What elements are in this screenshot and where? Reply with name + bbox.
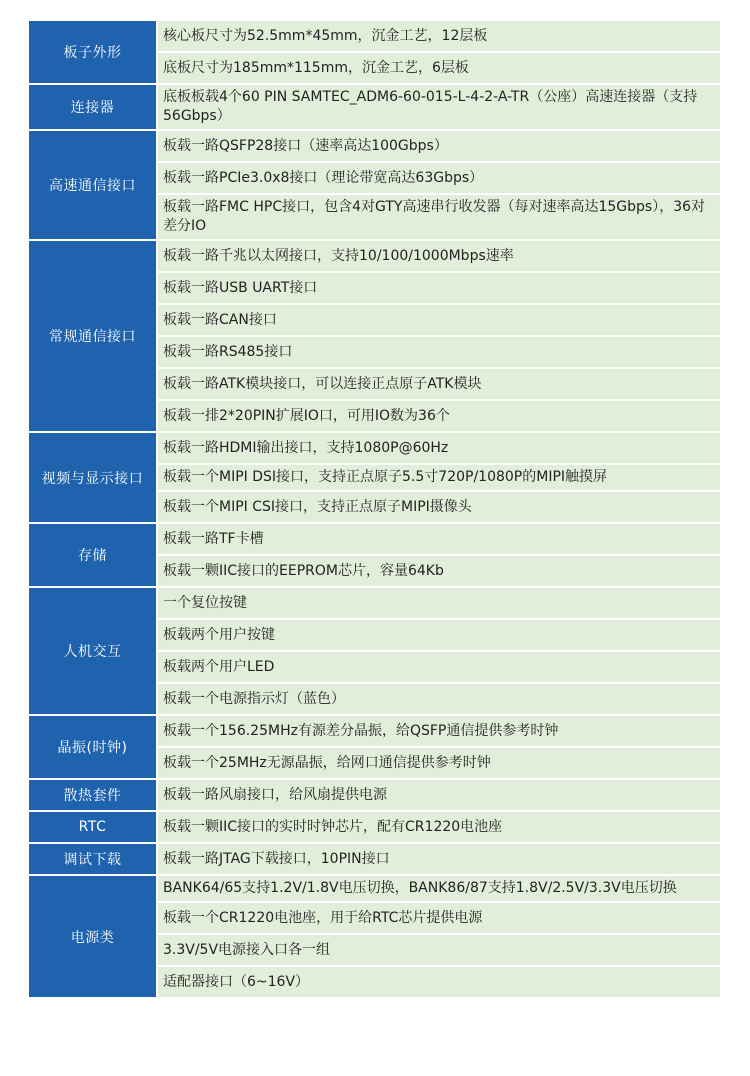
spec-item-cell: 3.3V/5V电源接入口各一组 [157, 934, 721, 966]
spec-row [28, 432, 721, 464]
category-cell: 板子外形 [28, 20, 157, 84]
spec-row [28, 875, 721, 902]
category-cell: 连接器 [28, 84, 157, 130]
spec-item-cell: 板载一路QSFP28接口（速率高达100Gbps） [157, 130, 721, 162]
spec-item-cell: 板载一路千兆以太网接口，支持10/100/1000Mbps速率 [157, 240, 721, 272]
spec-item-cell: 板载两个用户LED [157, 651, 721, 683]
category-cell: RTC [28, 811, 157, 843]
spec-item-cell: 板载一个25MHz无源晶振，给网口通信提供参考时钟 [157, 747, 721, 779]
spec-item-cell: 一个复位按键 [157, 587, 721, 619]
spec-row [28, 779, 721, 811]
spec-item-cell: 板载一颗IIC接口的实时时钟芯片，配有CR1220电池座 [157, 811, 721, 843]
spec-item-cell: 板载一路HDMI输出接口，支持1080P@60Hz [157, 432, 721, 464]
spec-table-body [28, 20, 721, 998]
spec-item-cell: 板载一路ATK模块接口，可以连接正点原子ATK模块 [157, 368, 721, 400]
category-cell: 调试下载 [28, 843, 157, 875]
spec-item-cell: 板载一个电源指示灯（蓝色） [157, 683, 721, 715]
category-cell: 电源类 [28, 875, 157, 998]
spec-item-cell: 板载一个156.25MHz有源差分晶振，给QSFP通信提供参考时钟 [157, 715, 721, 747]
spec-row [28, 843, 721, 875]
spec-row [28, 20, 721, 52]
spec-row [28, 130, 721, 162]
spec-item-cell: 板载一个MIPI DSI接口，支持正点原子5.5寸720P/1080P的MIPI触摸屏 [157, 464, 721, 491]
spec-item-cell: 板载一路RS485接口 [157, 336, 721, 368]
spec-item-cell: 板载一路PCIe3.0x8接口（理论带宽高达63Gbps） [157, 162, 721, 194]
category-cell: 散热套件 [28, 779, 157, 811]
spec-item-cell: 板载两个用户按键 [157, 619, 721, 651]
spec-item-cell: 板载一路风扇接口，给风扇提供电源 [157, 779, 721, 811]
spec-row [28, 715, 721, 747]
spec-item-cell: 底板尺寸为185mm*115mm，沉金工艺，6层板 [157, 52, 721, 84]
spec-row [28, 811, 721, 843]
spec-item-cell: 板载一路CAN接口 [157, 304, 721, 336]
spec-item-cell: 适配器接口（6~16V） [157, 966, 721, 998]
category-cell: 视频与显示接口 [28, 432, 157, 523]
spec-item-cell: 板载一路TF卡槽 [157, 523, 721, 555]
spec-item-cell: 板载一路USB UART接口 [157, 272, 721, 304]
category-cell: 常规通信接口 [28, 240, 157, 432]
spec-item-cell: 底板板载4个60 PIN SAMTEC_ADM6-60-015-L-4-2-A-TR（公座）高速连接器（支持56Gbps） [157, 84, 721, 130]
category-cell: 存储 [28, 523, 157, 587]
spec-row [28, 587, 721, 619]
spec-item-cell: 板载一个CR1220电池座，用于给RTC芯片提供电源 [157, 902, 721, 934]
spec-item-cell: BANK64/65支持1.2V/1.8V电压切换，BANK86/87支持1.8V/2.5V/3.3V电压切换 [157, 875, 721, 902]
spec-item-cell: 板载一个MIPI CSI接口，支持正点原子MIPI摄像头 [157, 491, 721, 523]
spec-item-cell: 板载一颗IIC接口的EEPROM芯片，容量64Kb [157, 555, 721, 587]
spec-row [28, 240, 721, 272]
spec-item-cell: 板载一路FMC HPC接口，包含4对GTY高速串行收发器（每对速率高达15Gbps），36对差分IO [157, 194, 721, 240]
spec-row [28, 84, 721, 130]
spec-item-cell: 板载一排2*20PIN扩展IO口，可用IO数为36个 [157, 400, 721, 432]
spec-item-cell: 核心板尺寸为52.5mm*45mm，沉金工艺，12层板 [157, 20, 721, 52]
category-cell: 人机交互 [28, 587, 157, 715]
category-cell: 高速通信接口 [28, 130, 157, 240]
spec-item-cell: 板载一路JTAG下载接口，10PIN接口 [157, 843, 721, 875]
spec-row [28, 523, 721, 555]
category-cell: 晶振(时钟) [28, 715, 157, 779]
spec-table [27, 19, 722, 999]
